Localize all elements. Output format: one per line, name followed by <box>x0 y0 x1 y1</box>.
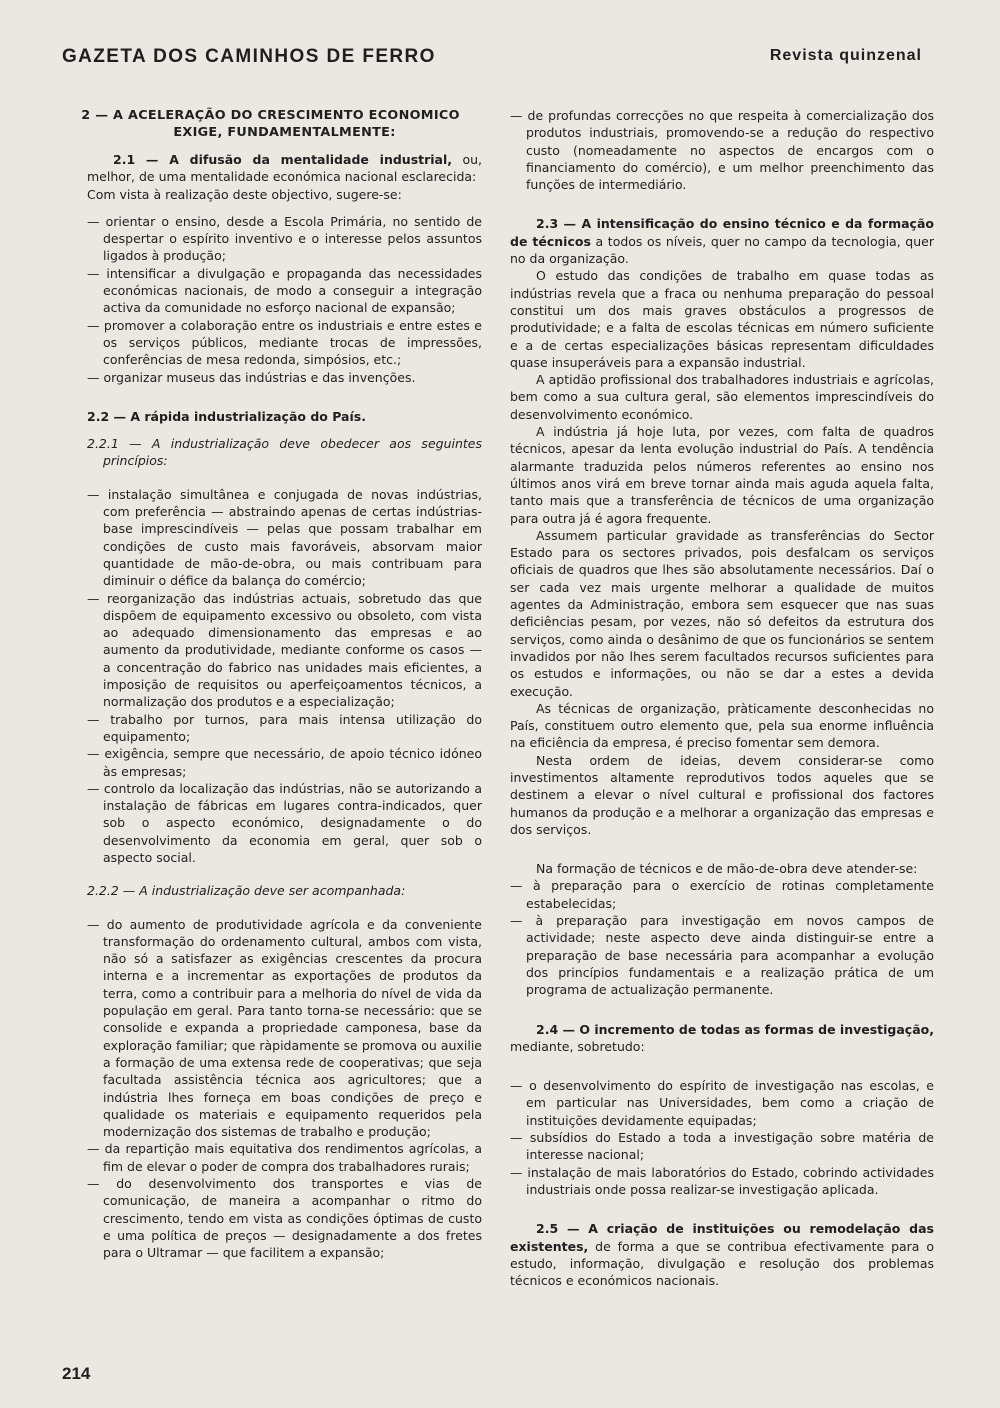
page-header <box>62 46 922 76</box>
section-2-1-text: ou, melhor, de uma mentalidade económica nacional esclarecida: <box>87 152 482 185</box>
section-2-5-heading: 2.5 — A criação de instituições ou remodelação das existentes, <box>510 1221 934 1254</box>
journal-subtitle: Revista quinzenal <box>769 47 922 64</box>
body-paragraph: Assumem particular gravidade as transferências do Sector Estado para os sectores privados, pois desfalcam os serviços oficiais de quadros que lhes são absolutamente necessários. Daí o ser cada vez mais urgente melhorar a qualidade de muitos agentes da Administração, embora sem esquecer que nas suas deficiências pesam, por vezes, não só defeitos da estrutura dos serviços, como ainda o desânimo de que os funcionários se sentem invadidos por não lhes serem facultados recursos suficientes para os estudos e informações, ou não se dar a estes a devida execução. <box>510 527 934 699</box>
formation-intro: Na formação de técnicos e de mão-de-obra deve atender-se: <box>536 861 918 877</box>
body-paragraph: Nesta ordem de ideias, devem considerar-se como investimentos altamente reprodutivos todos aqueles que se destinem a elevar o nível cultural e profissional dos factores humanos da produção e a melhorar a organização das empresas e dos serviços. <box>510 752 934 837</box>
section-title <box>81 107 482 141</box>
body-paragraph: As técnicas de organização, pràticamente desconhecidas no País, constituem outro elemento que, pela sua enorme influência na eficiência da empresa, é preciso fomentar sem demora. <box>510 700 934 751</box>
list-item: — intensificar a divulgação e propaganda das necessidades económicas nacionais, de modo a conseguir a integração activa da comunidade no esforço nacional de expansão; <box>87 265 482 316</box>
list-item: — de profundas correcções no que respeita à comercialização dos produtos industriais, promovendo-se a redução do respectivo custo (nomeadamente no aspectos de encargos com o financiamento do comércio), e um melhor preenchimento das funções de intermediário. <box>510 108 934 193</box>
section-2-4-heading: 2.4 — O incremento de todas as formas de investigação, <box>536 1021 934 1037</box>
right-column <box>510 107 934 1289</box>
list-item: — o desenvolvimento do espírito de investigação nas escolas, e em particular nas Universidades, bem como a criação de instituições devidamente equipadas; <box>510 1078 934 1128</box>
body-paragraph: O estudo das condições de trabalho em quase todas as indústrias revela que a fraca ou nenhuma preparação do pessoal constitui um dos mais graves obstáculos a progressos de produtividade; e a falta de escolas técnicas em número suficiente e a de certas especializações básicas representam dificuldades quase insuperáveis para a expansão industrial. <box>510 268 934 370</box>
section-2-1-paragraph <box>87 151 482 186</box>
section-2-5-text: de forma a que se contribua efectivamente para o estudo, informação, divulgação e resolução dos problemas técnicos e económicos nacionais. <box>510 1238 934 1289</box>
list-item: — à preparação para investigação em novos campos de actividade; neste aspecto deve ainda distinguir-se entre a preparação de base necessária para acompanhar a evolução dos princípios fundamentais e a realização prática de um programa de actualização permanente. <box>510 913 934 998</box>
list-item: — à preparação para o exercício de rotinas completamente estabelecidas; <box>510 878 934 911</box>
section-2-3-paragraph <box>510 215 934 267</box>
section-2-1-heading: 2.1 — A difusão da mentalidade industrial, <box>113 152 453 167</box>
section-2-1-intro: Com vista à realização deste objectivo, sugere-se: <box>87 186 402 202</box>
list-item: — do aumento de produtividade agrícola e da conveniente transformação do ordenamento cultural, ambos com vista, não só a satisfazer as exigências crescentes da procura interna e a incrementar as exportações de produtos da terra, como a contribuir para a melhoria do nível de vida da população em geral. Para tanto torna-se necessário: que se consolide e expanda a propriedade camponesa, base da exploração familiar; que ràpidamente se promova ou auxilie a formação de uma extensa rede de cooperativas; que seja facultada assistência técnica aos agricultores; que a indústria lhes forneça em boas condições de preço e qualidade os materiais e equipamento requeridos pela modernização dos sistemas de trabalho e produção; <box>87 916 482 1140</box>
body-paragraph: A indústria já hoje luta, por vezes, com falta de quadros técnicos, apesar da lenta evolução industrial do País. A tendência alarmante traduzida pelos números referentes ao ensino nos últimos anos virá em breve tornar ainda mais aguda aquela falta, tanto mais que a transferência de técnicos de uma organização para outra já é agora frequente. <box>510 424 934 526</box>
section-title-line-1: 2 — A ACELERAÇÃO DO CRESCIMENTO ECONOMICO <box>81 108 460 123</box>
list-item: — promover a colaboração entre os industriais e entre estes e os serviços públicos, mediante trocas de impressões, conferências de mesa redonda, simpósios, etc.; <box>87 317 482 368</box>
list-item: — orientar o ensino, desde a Escola Primária, no sentido de despertar o espírito inventivo e o interesse pelos assuntos ligados à produção; <box>87 213 482 264</box>
list-item: — subsídios do Estado a toda a investigação sobre matéria de interesse nacional; <box>510 1130 934 1163</box>
section-2-2-heading: 2.2 — A rápida industrialização do País. <box>87 408 366 424</box>
section-2-4-text: mediante, sobretudo: <box>510 1038 645 1054</box>
page-number: 214 <box>62 1364 91 1383</box>
list-item: — reorganização das indústrias actuais, sobretudo das que dispõem de equipamento excessivo ou obsoleto, com vista ao adequado dimensionamento das empresas e ao aumento da produtividade, mediante conforme os casos — a concentração do fabrico nas unidades mais eficientes, a imposição de requisitos ou aperfeiçoamentos técnicos, a normalização dos produtos e a especialização; <box>87 590 482 710</box>
section-title-line-2: EXIGE, FUNDAMENTALMENTE: <box>173 125 396 140</box>
list-item: — da repartição mais equitativa dos rendimentos agrícolas, a fim de elevar o poder de compra dos trabalhadores rurais; <box>87 1141 482 1174</box>
section-2-4-paragraph <box>510 1021 934 1056</box>
section-2-5-paragraph <box>510 1220 934 1289</box>
section-2-3-heading: 2.3 — A intensificação do ensino técnico e da formação de técnicos <box>510 216 934 249</box>
body-paragraph: A aptidão profissional dos trabalhadores industriais e agrícolas, bem como a sua cultura geral, são elementos imprescindíveis do desenvolvimento económico. <box>510 372 934 422</box>
list-item: — do desenvolvimento dos transportes e vias de comunicação, de maneira a acompanhar o ritmo do crescimento, tendo em vista as condições óptimas de custo e uma política de preços — designadamente a dos fretes para o Ultramar — que facilitem a expansão; <box>87 1176 482 1261</box>
journal-title: GAZETA DOS CAMINHOS DE FERRO <box>62 46 436 67</box>
section-2-2-2-heading: 2.2.2 — A industrialização deve ser acompanhada: <box>87 883 406 899</box>
left-column <box>81 107 482 1262</box>
list-item: — instalação simultânea e conjugada de novas indústrias, com preferência — abstraindo apenas de certas indústrias-base imprescindíveis — pelas que possam trabalhar em condições de custo mais favoráveis, absorvam maior quantidade de mão-de-obra, ou mais contribuam para diminuir o défice da balança do comércio; <box>87 486 482 589</box>
list-item: — trabalho por turnos, para mais intensa utilização do equipamento; <box>87 711 482 744</box>
list-item: — controlo da localização das indústrias, não se autorizando a instalação de fábricas em lugares contra-indicados, quer sob o aspecto económico, designadamente o do desenvolvimento da economia em geral, quer sob o aspecto social. <box>87 780 482 865</box>
list-item: — organizar museus das indústrias e das invenções. <box>87 369 416 385</box>
section-2-2-1-heading: 2.2.1 — A industrialização deve obedecer aos seguintes princípios: <box>87 436 482 469</box>
section-2-3-text: a todos os níveis, quer no campo da tecnologia, quer no da organização. <box>510 233 934 267</box>
list-item: — instalação de mais laboratórios do Estado, cobrindo actividades industriais onde possa realizar-se investigação aplicada. <box>510 1164 934 1197</box>
list-item: — exigência, sempre que necessário, de apoio técnico idóneo às empresas; <box>87 746 482 779</box>
